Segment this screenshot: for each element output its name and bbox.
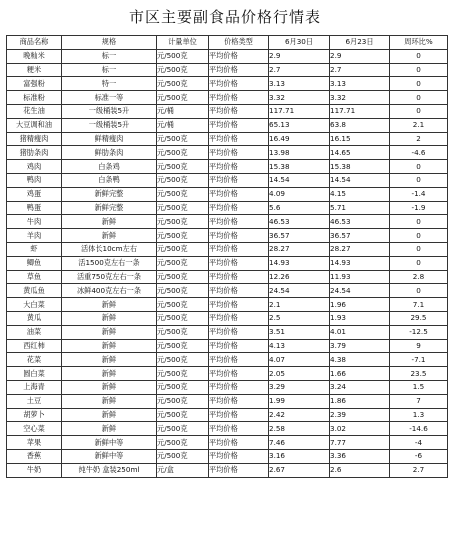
cell-unit: 元/500克 [157, 380, 209, 394]
cell-unit: 元/500克 [157, 311, 209, 325]
cell-unit: 元/500克 [157, 91, 209, 105]
cell-jun30: 2.58 [269, 422, 330, 436]
cell-unit: 元/500克 [157, 256, 209, 270]
cell-jun30: 36.57 [269, 229, 330, 243]
cell-type: 平均价格 [209, 104, 269, 118]
table-row [7, 394, 448, 408]
cell-spec: 新鲜 [62, 394, 157, 408]
cell-type: 平均价格 [209, 353, 269, 367]
cell-spec: 标准一等 [62, 91, 157, 105]
cell-jun30: 2.67 [269, 463, 330, 477]
cell-spec: 新鲜完整 [62, 187, 157, 201]
cell-unit: 元/500克 [157, 367, 209, 381]
cell-name: 猪肋条肉 [7, 146, 62, 160]
cell-spec: 新鲜中等 [62, 436, 157, 450]
cell-name: 鸭肉 [7, 173, 62, 187]
cell-unit: 元/500克 [157, 173, 209, 187]
cell-jun23: 2.9 [330, 49, 390, 63]
cell-jun30: 7.46 [269, 436, 330, 450]
cell-unit: 元/500克 [157, 298, 209, 312]
cell-name: 大豆调和油 [7, 118, 62, 132]
cell-name: 花生油 [7, 104, 62, 118]
cell-change: -7.1 [390, 353, 448, 367]
table-row [7, 380, 448, 394]
cell-spec: 新鲜 [62, 367, 157, 381]
table-header-row [7, 36, 448, 50]
cell-jun30: 3.29 [269, 380, 330, 394]
cell-change: 1.5 [390, 380, 448, 394]
table-body [7, 49, 448, 477]
cell-jun30: 65.13 [269, 118, 330, 132]
cell-jun23: 1.96 [330, 298, 390, 312]
cell-change: -12.5 [390, 325, 448, 339]
column-header-unit: 计量单位 [157, 36, 209, 50]
table-row [7, 449, 448, 463]
cell-change: 0 [390, 91, 448, 105]
cell-jun23: 14.54 [330, 173, 390, 187]
cell-name: 上海青 [7, 380, 62, 394]
cell-jun23: 28.27 [330, 242, 390, 256]
cell-change: 0 [390, 49, 448, 63]
cell-change: 29.5 [390, 311, 448, 325]
table-row [7, 91, 448, 105]
cell-jun30: 1.99 [269, 394, 330, 408]
cell-spec: 新鲜 [62, 408, 157, 422]
table-row [7, 422, 448, 436]
cell-jun30: 14.54 [269, 173, 330, 187]
cell-jun30: 16.49 [269, 132, 330, 146]
cell-name: 空心菜 [7, 422, 62, 436]
cell-jun23: 2.6 [330, 463, 390, 477]
cell-jun23: 3.24 [330, 380, 390, 394]
cell-type: 平均价格 [209, 173, 269, 187]
cell-jun30: 2.05 [269, 367, 330, 381]
table-row [7, 298, 448, 312]
cell-change: 2.7 [390, 463, 448, 477]
cell-change: 7.1 [390, 298, 448, 312]
cell-jun30: 3.51 [269, 325, 330, 339]
cell-unit: 元/500克 [157, 339, 209, 353]
cell-jun23: 3.79 [330, 339, 390, 353]
table-row [7, 160, 448, 174]
cell-name: 鸭蛋 [7, 201, 62, 215]
table-row [7, 77, 448, 91]
cell-jun23: 117.71 [330, 104, 390, 118]
cell-jun23: 36.57 [330, 229, 390, 243]
cell-name: 黄瓜 [7, 311, 62, 325]
table-row [7, 367, 448, 381]
cell-spec: 标一 [62, 49, 157, 63]
cell-jun30: 14.93 [269, 256, 330, 270]
cell-name: 草鱼 [7, 270, 62, 284]
cell-jun23: 2.39 [330, 408, 390, 422]
cell-unit: 元/500克 [157, 77, 209, 91]
cell-change: 0 [390, 63, 448, 77]
cell-jun30: 28.27 [269, 242, 330, 256]
table-row [7, 63, 448, 77]
table-row [7, 201, 448, 215]
table-row [7, 353, 448, 367]
cell-type: 平均价格 [209, 256, 269, 270]
cell-unit: 元/500克 [157, 449, 209, 463]
cell-unit: 元/500克 [157, 394, 209, 408]
cell-name: 标准粉 [7, 91, 62, 105]
cell-jun23: 4.15 [330, 187, 390, 201]
column-header-type: 价格类型 [209, 36, 269, 50]
cell-jun30: 2.42 [269, 408, 330, 422]
cell-jun23: 1.93 [330, 311, 390, 325]
cell-jun23: 24.54 [330, 284, 390, 298]
column-header-change: 周环比% [390, 36, 448, 50]
cell-type: 平均价格 [209, 394, 269, 408]
cell-jun30: 2.5 [269, 311, 330, 325]
cell-jun23: 5.71 [330, 201, 390, 215]
cell-change: -1.9 [390, 201, 448, 215]
table-row [7, 256, 448, 270]
cell-spec: 白条鸡 [62, 160, 157, 174]
cell-jun23: 3.32 [330, 91, 390, 105]
table-row [7, 187, 448, 201]
cell-jun30: 13.98 [269, 146, 330, 160]
column-header-jun23: 6月23日 [330, 36, 390, 50]
cell-change: 2 [390, 132, 448, 146]
cell-type: 平均价格 [209, 422, 269, 436]
cell-spec: 鲜精瘦肉 [62, 132, 157, 146]
cell-name: 猪精瘦肉 [7, 132, 62, 146]
cell-name: 羊肉 [7, 229, 62, 243]
cell-change: 23.5 [390, 367, 448, 381]
cell-type: 平均价格 [209, 367, 269, 381]
cell-jun23: 11.93 [330, 270, 390, 284]
cell-spec: 新鲜 [62, 298, 157, 312]
cell-type: 平均价格 [209, 436, 269, 450]
cell-spec: 一级桶装5升 [62, 104, 157, 118]
cell-name: 牛奶 [7, 463, 62, 477]
cell-change: -1.4 [390, 187, 448, 201]
column-header-name: 商品名称 [7, 36, 62, 50]
cell-jun23: 3.36 [330, 449, 390, 463]
cell-type: 平均价格 [209, 284, 269, 298]
cell-unit: 元/500克 [157, 63, 209, 77]
cell-jun23: 1.86 [330, 394, 390, 408]
cell-change: 0 [390, 215, 448, 229]
cell-spec: 活1500克左右一条 [62, 256, 157, 270]
cell-type: 平均价格 [209, 201, 269, 215]
cell-name: 牛肉 [7, 215, 62, 229]
cell-type: 平均价格 [209, 449, 269, 463]
cell-change: -4.6 [390, 146, 448, 160]
cell-jun23: 15.38 [330, 160, 390, 174]
cell-change: 0 [390, 284, 448, 298]
cell-type: 平均价格 [209, 49, 269, 63]
cell-spec: 新鲜 [62, 380, 157, 394]
table-row [7, 215, 448, 229]
cell-jun23: 14.65 [330, 146, 390, 160]
cell-spec: 活体长10cm左右 [62, 242, 157, 256]
cell-type: 平均价格 [209, 463, 269, 477]
cell-jun30: 46.53 [269, 215, 330, 229]
cell-spec: 新鲜 [62, 325, 157, 339]
cell-unit: 元/500克 [157, 160, 209, 174]
cell-change: 1.3 [390, 408, 448, 422]
cell-spec: 活重750克左右一条 [62, 270, 157, 284]
cell-jun30: 117.71 [269, 104, 330, 118]
cell-change: 9 [390, 339, 448, 353]
cell-unit: 元/500克 [157, 270, 209, 284]
cell-change: -14.6 [390, 422, 448, 436]
table-row [7, 463, 448, 477]
cell-change: -4 [390, 436, 448, 450]
cell-change: 0 [390, 160, 448, 174]
column-header-jun30: 6月30日 [269, 36, 330, 50]
cell-name: 西红柿 [7, 339, 62, 353]
table-row [7, 408, 448, 422]
cell-change: 2.8 [390, 270, 448, 284]
cell-unit: 元/500克 [157, 201, 209, 215]
table-row [7, 229, 448, 243]
cell-change: 0 [390, 77, 448, 91]
cell-change: 0 [390, 256, 448, 270]
cell-unit: 元/500克 [157, 49, 209, 63]
cell-name: 黄瓜鱼 [7, 284, 62, 298]
cell-name: 花菜 [7, 353, 62, 367]
cell-spec: 标一 [62, 63, 157, 77]
cell-spec: 新鲜 [62, 229, 157, 243]
cell-type: 平均价格 [209, 160, 269, 174]
cell-type: 平均价格 [209, 132, 269, 146]
cell-name: 晚籼米 [7, 49, 62, 63]
table-row [7, 242, 448, 256]
cell-name: 圆白菜 [7, 367, 62, 381]
cell-name: 鸡肉 [7, 160, 62, 174]
table-row [7, 436, 448, 450]
cell-jun30: 3.32 [269, 91, 330, 105]
cell-unit: 元/桶 [157, 104, 209, 118]
cell-type: 平均价格 [209, 242, 269, 256]
cell-type: 平均价格 [209, 77, 269, 91]
cell-unit: 元/500克 [157, 408, 209, 422]
cell-name: 油菜 [7, 325, 62, 339]
cell-unit: 元/500克 [157, 325, 209, 339]
cell-jun23: 1.66 [330, 367, 390, 381]
cell-change: 0 [390, 242, 448, 256]
cell-unit: 元/500克 [157, 353, 209, 367]
table-row [7, 118, 448, 132]
table-row [7, 132, 448, 146]
cell-spec: 鲜肋条肉 [62, 146, 157, 160]
cell-change: 0 [390, 229, 448, 243]
table-row [7, 146, 448, 160]
cell-jun23: 16.15 [330, 132, 390, 146]
cell-type: 平均价格 [209, 270, 269, 284]
column-header-spec: 规格 [62, 36, 157, 50]
cell-type: 平均价格 [209, 215, 269, 229]
cell-unit: 元/500克 [157, 146, 209, 160]
cell-jun23: 3.13 [330, 77, 390, 91]
cell-unit: 元/500克 [157, 242, 209, 256]
cell-name: 粳米 [7, 63, 62, 77]
cell-unit: 元/500克 [157, 436, 209, 450]
cell-name: 大白菜 [7, 298, 62, 312]
cell-unit: 元/桶 [157, 118, 209, 132]
cell-spec: 纯牛奶 盒装250ml [62, 463, 157, 477]
cell-name: 苹果 [7, 436, 62, 450]
table-row [7, 49, 448, 63]
cell-unit: 元/500克 [157, 422, 209, 436]
cell-jun23: 63.8 [330, 118, 390, 132]
cell-jun30: 2.1 [269, 298, 330, 312]
cell-spec: 新鲜 [62, 215, 157, 229]
cell-jun30: 4.09 [269, 187, 330, 201]
cell-name: 鸡蛋 [7, 187, 62, 201]
table-row [7, 173, 448, 187]
cell-name: 鲫鱼 [7, 256, 62, 270]
cell-spec: 特一 [62, 77, 157, 91]
cell-spec: 新鲜 [62, 339, 157, 353]
cell-jun23: 3.02 [330, 422, 390, 436]
cell-type: 平均价格 [209, 229, 269, 243]
cell-jun30: 2.9 [269, 49, 330, 63]
cell-jun30: 12.26 [269, 270, 330, 284]
cell-spec: 一级桶装5升 [62, 118, 157, 132]
cell-name: 香蕉 [7, 449, 62, 463]
cell-spec: 新鲜完整 [62, 201, 157, 215]
cell-type: 平均价格 [209, 408, 269, 422]
cell-jun23: 4.01 [330, 325, 390, 339]
table-row [7, 339, 448, 353]
cell-jun23: 7.77 [330, 436, 390, 450]
cell-jun23: 4.38 [330, 353, 390, 367]
cell-type: 平均价格 [209, 63, 269, 77]
cell-spec: 新鲜 [62, 353, 157, 367]
cell-spec: 冰鲜400克左右一条 [62, 284, 157, 298]
cell-change: 7 [390, 394, 448, 408]
cell-jun30: 4.07 [269, 353, 330, 367]
cell-jun23: 14.93 [330, 256, 390, 270]
cell-spec: 新鲜中等 [62, 449, 157, 463]
cell-jun30: 4.13 [269, 339, 330, 353]
cell-type: 平均价格 [209, 118, 269, 132]
cell-name: 虾 [7, 242, 62, 256]
table-row [7, 104, 448, 118]
cell-unit: 元/500克 [157, 132, 209, 146]
cell-name: 富强粉 [7, 77, 62, 91]
cell-jun30: 2.7 [269, 63, 330, 77]
cell-type: 平均价格 [209, 339, 269, 353]
cell-change: 2.1 [390, 118, 448, 132]
cell-type: 平均价格 [209, 325, 269, 339]
page-title: 市区主要副食品价格行情表 [128, 8, 321, 26]
cell-unit: 元/盒 [157, 463, 209, 477]
cell-type: 平均价格 [209, 91, 269, 105]
cell-jun30: 15.38 [269, 160, 330, 174]
cell-type: 平均价格 [209, 187, 269, 201]
cell-type: 平均价格 [209, 311, 269, 325]
table-row [7, 270, 448, 284]
table-row [7, 325, 448, 339]
cell-jun23: 2.7 [330, 63, 390, 77]
cell-type: 平均价格 [209, 380, 269, 394]
cell-change: 0 [390, 173, 448, 187]
cell-jun30: 3.13 [269, 77, 330, 91]
cell-name: 胡萝卜 [7, 408, 62, 422]
cell-change: -6 [390, 449, 448, 463]
cell-jun23: 46.53 [330, 215, 390, 229]
price-table [6, 35, 448, 478]
cell-spec: 白条鸭 [62, 173, 157, 187]
cell-change: 0 [390, 104, 448, 118]
cell-unit: 元/500克 [157, 215, 209, 229]
cell-jun30: 3.16 [269, 449, 330, 463]
cell-unit: 元/500克 [157, 229, 209, 243]
cell-type: 平均价格 [209, 298, 269, 312]
cell-spec: 新鲜 [62, 311, 157, 325]
cell-unit: 元/500克 [157, 284, 209, 298]
cell-unit: 元/500克 [157, 187, 209, 201]
cell-jun30: 24.54 [269, 284, 330, 298]
cell-jun30: 5.6 [269, 201, 330, 215]
cell-spec: 新鲜 [62, 422, 157, 436]
table-row [7, 284, 448, 298]
cell-type: 平均价格 [209, 146, 269, 160]
cell-name: 土豆 [7, 394, 62, 408]
table-row [7, 311, 448, 325]
